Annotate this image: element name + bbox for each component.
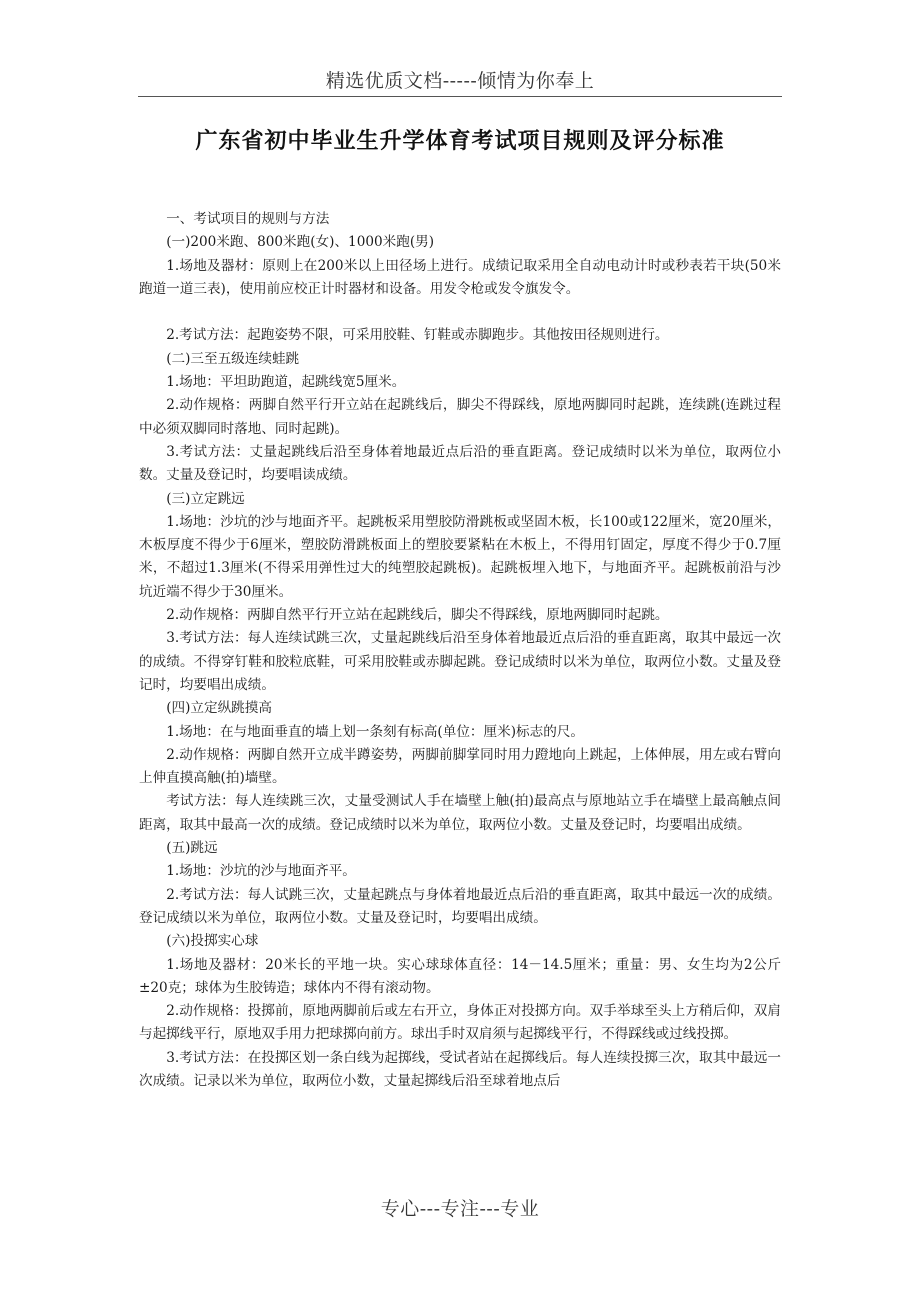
paragraph-standing-long-jump-form: 2.动作规格：两脚自然平行开立站在起跳线后，脚尖不得踩线，原地两脚同时起跳。 — [166, 607, 669, 624]
subsection-heading-medicine-ball: (六)投掷实心球 — [166, 933, 259, 950]
paragraph-medicine-ball-method: 3.考试方法：在投掷区划一条白线为起掷线，受试者站在起掷线后。每人连续投掷三次，取其中最远一次成绩。记录以米为单位，取两位小数，丈量起掷线后沿至球着地点后 — [139, 1049, 781, 1089]
paragraph-frog-jump-venue: 1.场地：平坦助跑道，起跳线宽5厘米。 — [166, 374, 406, 391]
paragraph-vertical-jump-form: 2.动作规格：两脚自然开立成半蹲姿势，两脚前脚掌同时用力蹬地向上跳起，上体伸展，用左或右臂向上伸直摸高触(拍)墙壁。 — [139, 746, 781, 787]
paragraph-vertical-jump-method: 考试方法：每人连续跳三次，丈量受测试人手在墙壁上触(拍)最高点与原地站立手在墙壁上最高触点间距离，取其中最高一次的成绩。登记成绩时以米为单位，取两位小数。丈量及登记时，均要唱出成绩。 — [139, 793, 781, 833]
page-footer: 专心---专注---专业 — [380, 1198, 540, 1220]
subsection-heading-standing-long-jump: (三)立定跳远 — [166, 490, 245, 507]
paragraph-frog-jump-form: 2.动作规格：两脚自然平行开立站在起跳线后，脚尖不得踩线，原地两脚同时起跳，连续跳(连跳过程中必须双脚同时落地、同时起跳)。 — [139, 397, 781, 437]
paragraph-standing-long-jump-venue: 1.场地：沙坑的沙与地面齐平。起跳板采用塑胶防滑跳板或坚固木板，长100或122厘米，宽20厘米，木板厚度不得少于6厘米，塑胶防滑跳板面上的塑胶要紧粘在木板上，不得用钉固定，厚度不得少于0.7厘米，不超过1.3厘米(不得采用弹性过大的纯塑胶起跳板)。起跳板埋入地下，与地面齐平。起跳板前沿与沙坑近端不得少于30厘米。 — [139, 513, 781, 600]
page-header: 精选优质文档-----倾情为你奉上 — [325, 70, 595, 92]
paragraph-standing-long-jump-method: 3.考试方法：每人连续试跳三次，丈量起跳线后沿至身体着地最近点后沿的垂直距离，取其中最远一次的成绩。不得穿钉鞋和胶粒底鞋，可采用胶鞋或赤脚起跳。登记成绩时以米为单位，取两位小数。丈量及登记时，均要唱出成绩。 — [139, 630, 781, 693]
paragraph-medicine-ball-form: 2.动作规格：投掷前，原地两脚前后或左右开立，身体正对投掷方向。双手举球至头上方稍后仰，双肩与起掷线平行，原地双手用力把球掷向前方。球出手时双肩须与起掷线平行，不得踩线或过线投掷。 — [139, 1003, 781, 1043]
paragraph-long-jump-venue: 1.场地：沙坑的沙与地面齐平。 — [166, 863, 356, 880]
paragraph-running-equipment: 1.场地及器材：原则上在200米以上田径场上进行。成绩记取采用全自动电动计时或秒表若干块(50米跑道一道三表)，使用前应校正计时器材和设备。用发令枪或发令旗发令。 — [139, 257, 781, 297]
paragraph-frog-jump-method: 3.考试方法：丈量起跳线后沿至身体着地最近点后沿的垂直距离。登记成绩时以米为单位，取两位小数。丈量及登记时，均要唱读成绩。 — [139, 443, 781, 484]
document-body — [139, 208, 781, 1093]
paragraph-medicine-ball-equipment: 1.场地及器材：20米长的平地一块。实心球球体直径：14－14.5厘米；重量：男、女生均为2公斤±20克；球体为生胶铸造；球体内不得有滚动物。 — [139, 956, 781, 996]
paragraph-vertical-jump-venue: 1.场地：在与地面垂直的墙上划一条刻有标高(单位：厘米)标志的尺。 — [166, 723, 584, 740]
header-divider — [138, 96, 782, 97]
document-title: 广东省初中毕业生升学体育考试项目规则及评分标准 — [195, 128, 725, 154]
section-heading-1: 一、考试项目的规则与方法 — [166, 211, 330, 227]
paragraph-long-jump-method: 2.考试方法：每人试跳三次，丈量起跳点与身体着地最近点后沿的垂直距离，取其中最远一次的成绩。登记成绩以米为单位，取两位小数。丈量及登记时，均要唱出成绩。 — [139, 886, 781, 926]
subsection-heading-running: (一)200米跑、800米跑(女)、1000米跑(男) — [166, 234, 435, 251]
subsection-heading-long-jump: (五)跳远 — [166, 840, 218, 857]
subsection-heading-vertical-jump: (四)立定纵跳摸高 — [166, 700, 272, 717]
paragraph-running-method: 2.考试方法：起跑姿势不限，可采用胶鞋、钉鞋或赤脚跑步。其他按田径规则进行。 — [166, 327, 669, 344]
subsection-heading-frog-jump: (二)三至五级连续蛙跳 — [166, 350, 300, 367]
